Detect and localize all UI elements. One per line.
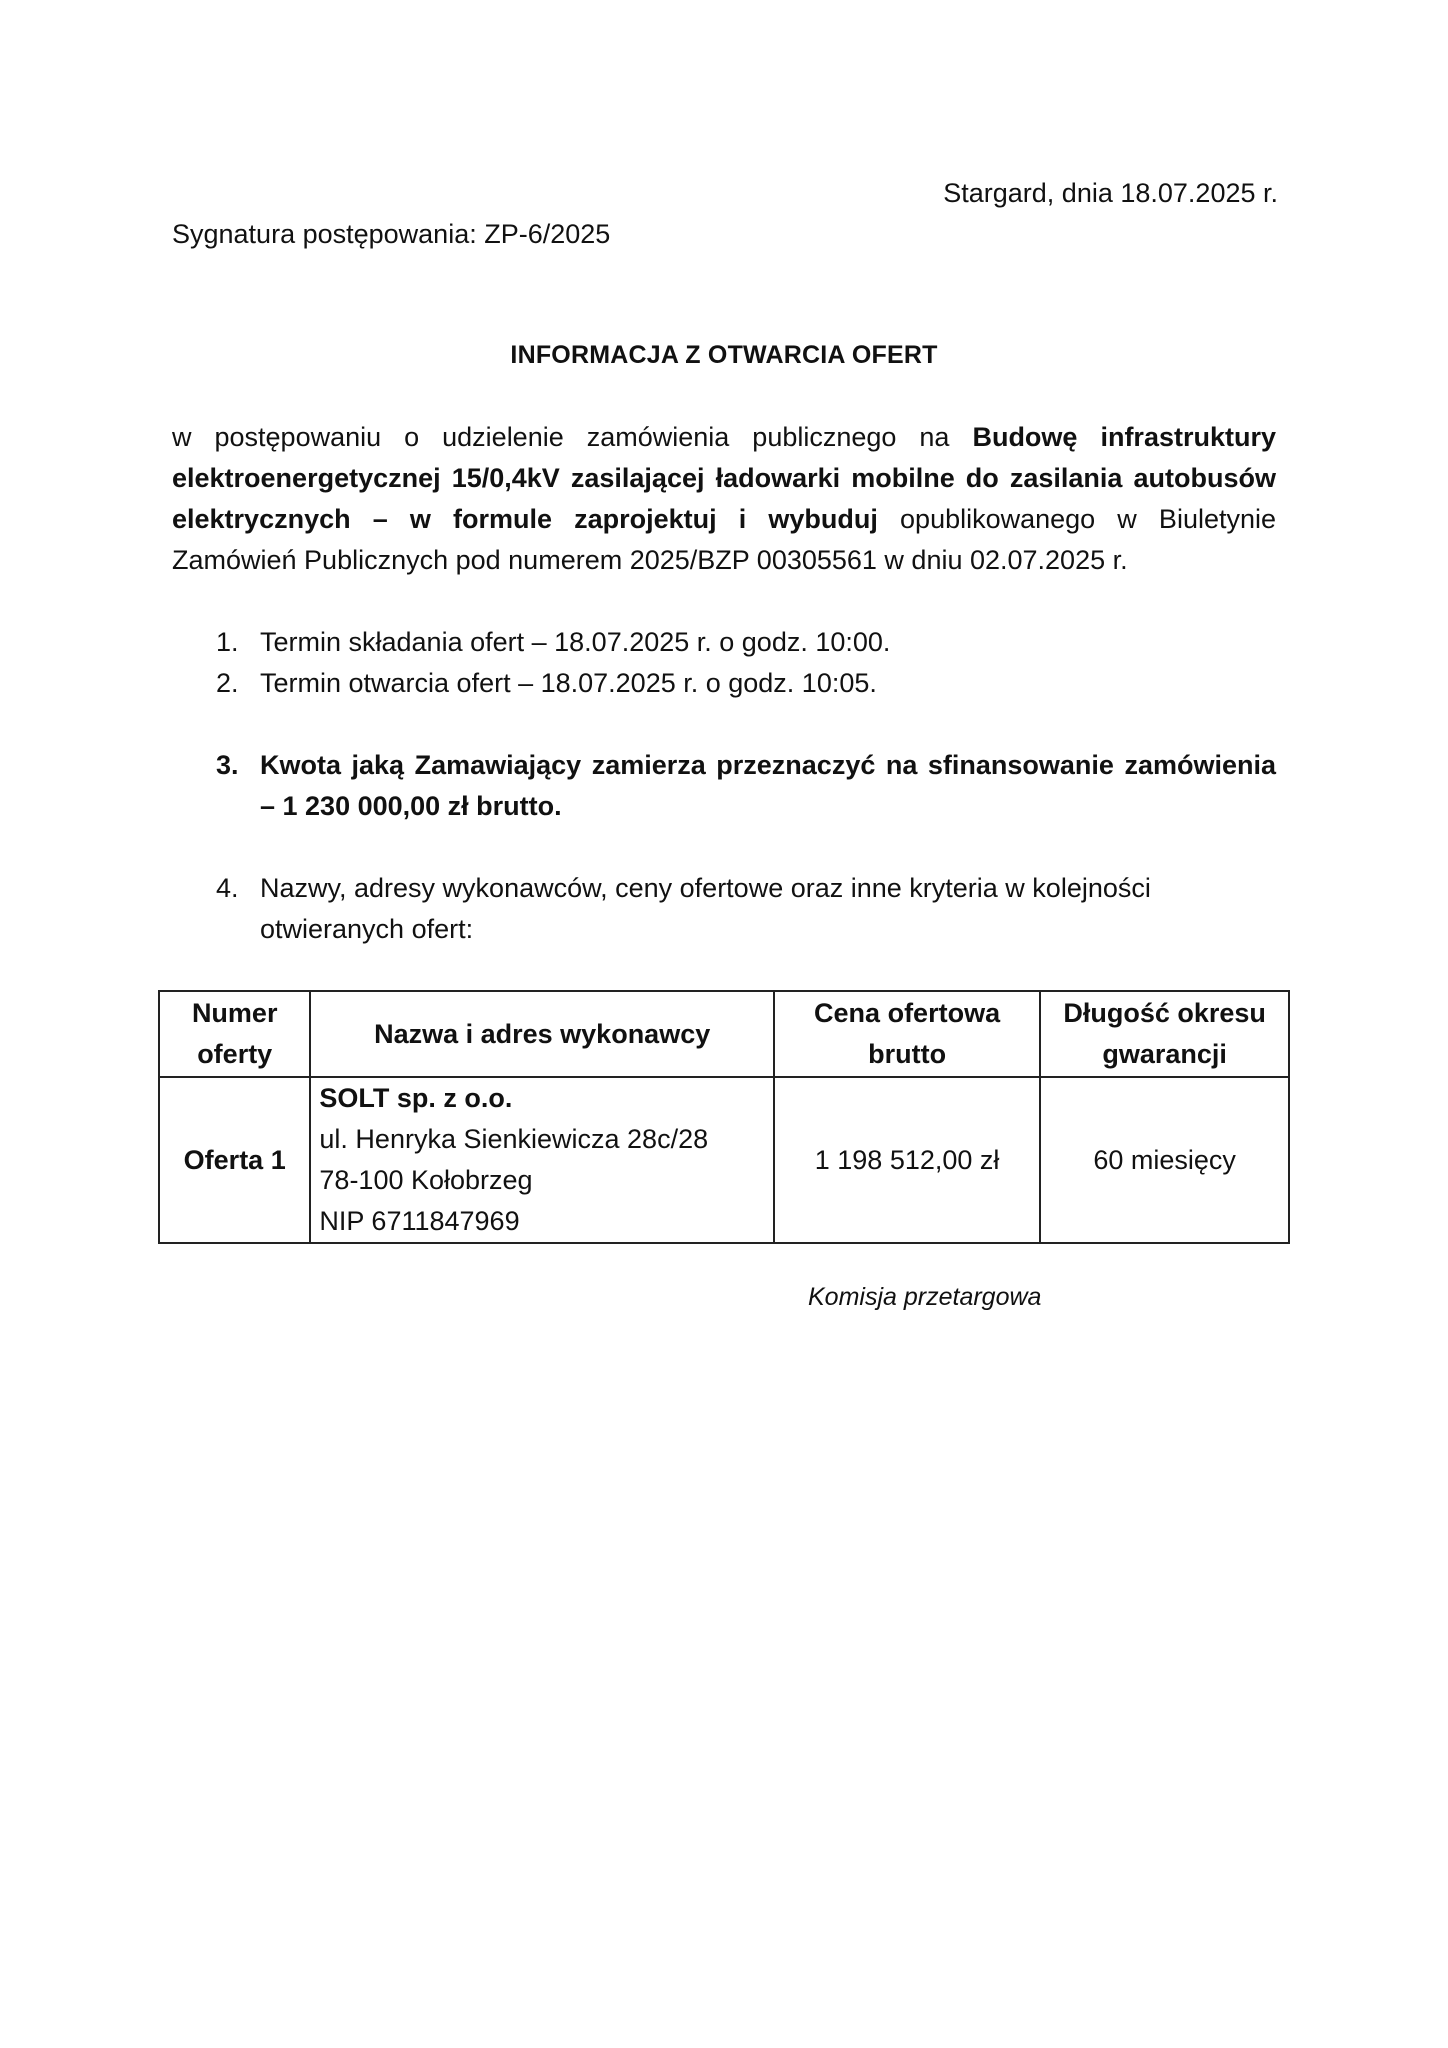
contractor-street: ul. Henryka Sienkiewicza 28c/28 bbox=[319, 1124, 709, 1154]
contractor-nip: NIP 6711847969 bbox=[319, 1206, 520, 1236]
header-offer-number bbox=[159, 991, 310, 1077]
list-item-2 bbox=[172, 663, 1276, 704]
header-contractor: Nazwa i adres wykonawcy bbox=[310, 991, 774, 1077]
header-warranty-line2: gwarancji bbox=[1102, 1039, 1227, 1069]
list-text: Kwota jaką Zamawiający zamierza przeznaczyć na sfinansowanie zamówienia – 1 230 000,00 zł brutto. bbox=[260, 750, 1276, 821]
list-text: Nazwy, adresy wykonawców, ceny ofertowe oraz inne kryteria w kolejności otwieranych ofert: bbox=[260, 873, 1151, 944]
header-offer-number-line2: oferty bbox=[197, 1039, 273, 1069]
place-date: Stargard, dnia 18.07.2025 r. bbox=[943, 178, 1278, 208]
list-item-1 bbox=[172, 622, 1276, 663]
offer-number: Oferta 1 bbox=[159, 1077, 310, 1243]
document-title: INFORMACJA Z OTWARCIA OFERT bbox=[510, 341, 938, 369]
proceeding-signature: Sygnatura postępowania: ZP-6/2025 bbox=[172, 219, 611, 249]
list-item-3 bbox=[172, 745, 1276, 827]
header-offer-number-line1: Numer bbox=[191, 998, 278, 1028]
header-price-line2: brutto bbox=[868, 1039, 947, 1069]
list-text: Termin składania ofert – 18.07.2025 r. o godz. 10:00. bbox=[260, 627, 891, 657]
intro-text-end: opublikowanego w Biuletynie Zamówień Publicznych pod numerem 2025/BZP 00305561 w dniu 02.07.2025 r. bbox=[172, 504, 1277, 575]
header-warranty bbox=[1040, 991, 1289, 1077]
table-header-row bbox=[159, 991, 1289, 1077]
list-number: 1. bbox=[216, 627, 239, 657]
header-warranty-line1: Długość okresu bbox=[1063, 998, 1266, 1028]
contractor-details bbox=[310, 1077, 774, 1243]
intro-contract-name: Budowę infrastruktury elektroenergetycznej 15/0,4kV zasilającej ładowarki mobilne do zasilania autobusów elektrycznych – w formule zaprojektuj i wybuduj bbox=[172, 422, 1276, 534]
intro-text-start: w postępowaniu o udzielenie zamówienia publicznego na bbox=[172, 422, 973, 452]
header-price bbox=[774, 991, 1040, 1077]
list-number: 3. bbox=[216, 750, 239, 780]
offers-table bbox=[158, 990, 1290, 1244]
list-item-4 bbox=[172, 868, 1276, 950]
list-number: 2. bbox=[216, 668, 239, 698]
committee-signature: Komisja przetargowa bbox=[808, 1283, 1042, 1311]
offer-price: 1 198 512,00 zł bbox=[774, 1077, 1040, 1243]
contractor-name: SOLT sp. z o.o. bbox=[319, 1083, 513, 1113]
header-price-line1: Cena ofertowa bbox=[814, 998, 1001, 1028]
table-row bbox=[159, 1077, 1289, 1243]
contractor-city: 78-100 Kołobrzeg bbox=[319, 1165, 533, 1195]
list-number: 4. bbox=[216, 873, 239, 903]
warranty-period: 60 miesięcy bbox=[1040, 1077, 1289, 1243]
list-text: Termin otwarcia ofert – 18.07.2025 r. o godz. 10:05. bbox=[260, 668, 877, 698]
intro-paragraph bbox=[172, 417, 1276, 581]
